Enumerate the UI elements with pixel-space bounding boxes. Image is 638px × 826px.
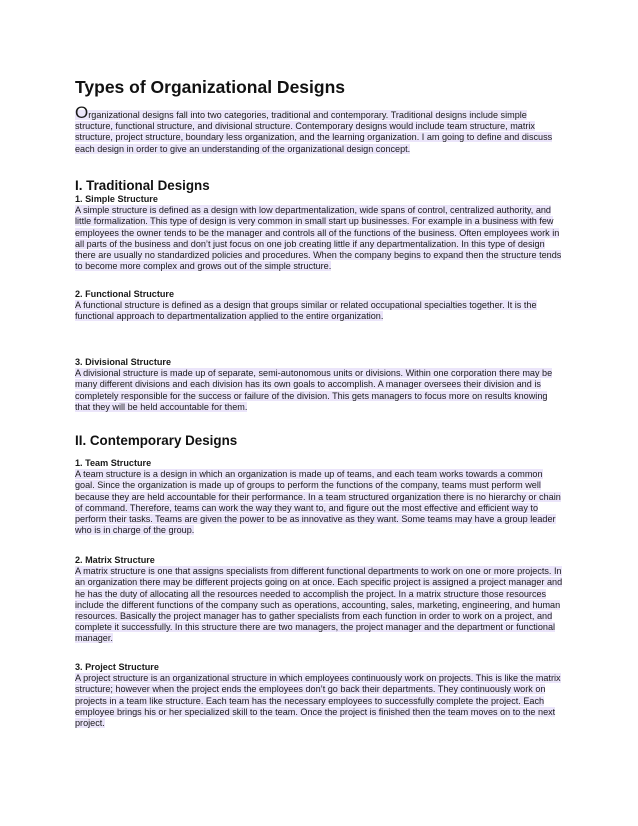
item-team-structure <box>75 458 563 536</box>
item-divisional-structure <box>75 357 563 413</box>
item-body: A divisional structure is made up of separate, semi-autonomous units or divisions. Within one corporation there may be many different divisions and each division has its own goals to accomplish. A manager oversees their division and is completely responsible for the success or failure of the division. This gets managers to focus more on results knowing that they will be held accountable for them. <box>75 368 553 412</box>
item-body: A matrix structure is one that assigns specialists from different functional departments to work on one or more projects. In an organization there may be different projects going on at once. Each specific project is assigned a project manager and he has the duty of allocating all the resources needed to accomplish the project. In a matrix structure those resources include the different functions of the company such as operations, accounting, sales, marketing, engineering, and human resources. Basically the project manager has to gather specialists from each function in order to work on a project, and complete it successfully. In this structure there are two managers, the project manager and the department or functional manager. <box>75 566 563 644</box>
item-title: 3. Divisional Structure <box>75 357 172 367</box>
intro-dropcap: O <box>75 103 89 122</box>
section-heading-contemporary: II. Contemporary Designs <box>75 433 238 448</box>
item-project-structure <box>75 662 563 729</box>
document-title: Types of Organizational Designs <box>75 77 346 97</box>
item-body: A team structure is a design in which an organization is made up of teams, and each team works towards a common goal. Since the organization is made up of groups to perform the functions of the company, teams must perform well because they are held accountable for their performance. In a team structured organization there is no hierarchy or chain of command. Therefore, teams can work the way they want to, and figure out the most effective and efficient way to perform their tasks. Teams are given the power to be as innovative as they want. Some teams may have a group leader who is in charge of the group. <box>75 469 561 536</box>
item-body: A simple structure is defined as a design with low departmentalization, wide spans of control, centralized authority, and little formalization. This type of design is very common in small start up businesses. For example in a business with few employees the owner tends to be the manager and controls all of the functions of the business. Often employees work in all parts of the business and don’t just focus on one job creating little if any departmentalization. In this type of design there are usually no standardized policies and procedures. When the company begins to expand then the structure tends to become more complex and grows out of the simple structure. <box>75 205 562 272</box>
item-simple-structure <box>75 194 563 272</box>
item-title: 1. Simple Structure <box>75 194 158 204</box>
item-body: A project structure is an organizational structure in which employees continuously work on projects. This is like the matrix structure; however when the project ends the employees don’t go back their departments. They continuously work on projects in a team like structure. Each team has the necessary employees to successfully complete the project. Each employee brings his or her specialized skill to the team. Once the project is finished then the team moves on to the next project. <box>75 673 561 729</box>
item-functional-structure <box>75 289 563 323</box>
item-matrix-structure <box>75 555 563 645</box>
item-title: 1. Team Structure <box>75 458 152 468</box>
item-title: 2. Functional Structure <box>75 289 175 299</box>
intro-paragraph <box>75 103 563 155</box>
item-title: 3. Project Structure <box>75 662 159 672</box>
intro-text: rganizational designs fall into two categories, traditional and contemporary. Traditional designs include simple structure, functional structure, and divisional structure. Contemporary designs would include team structure, matrix structure, project structure, boundary less organization, and the learning organization. I am going to define and discuss each design in order to give an understanding of the organizational design concept. <box>75 110 553 154</box>
section-heading-traditional: I. Traditional Designs <box>75 178 210 193</box>
item-body: A functional structure is defined as a design that groups similar or related occupational specialties together. It is the functional approach to departmentalization applied to the entire organization. <box>75 300 537 322</box>
item-title: 2. Matrix Structure <box>75 555 155 565</box>
